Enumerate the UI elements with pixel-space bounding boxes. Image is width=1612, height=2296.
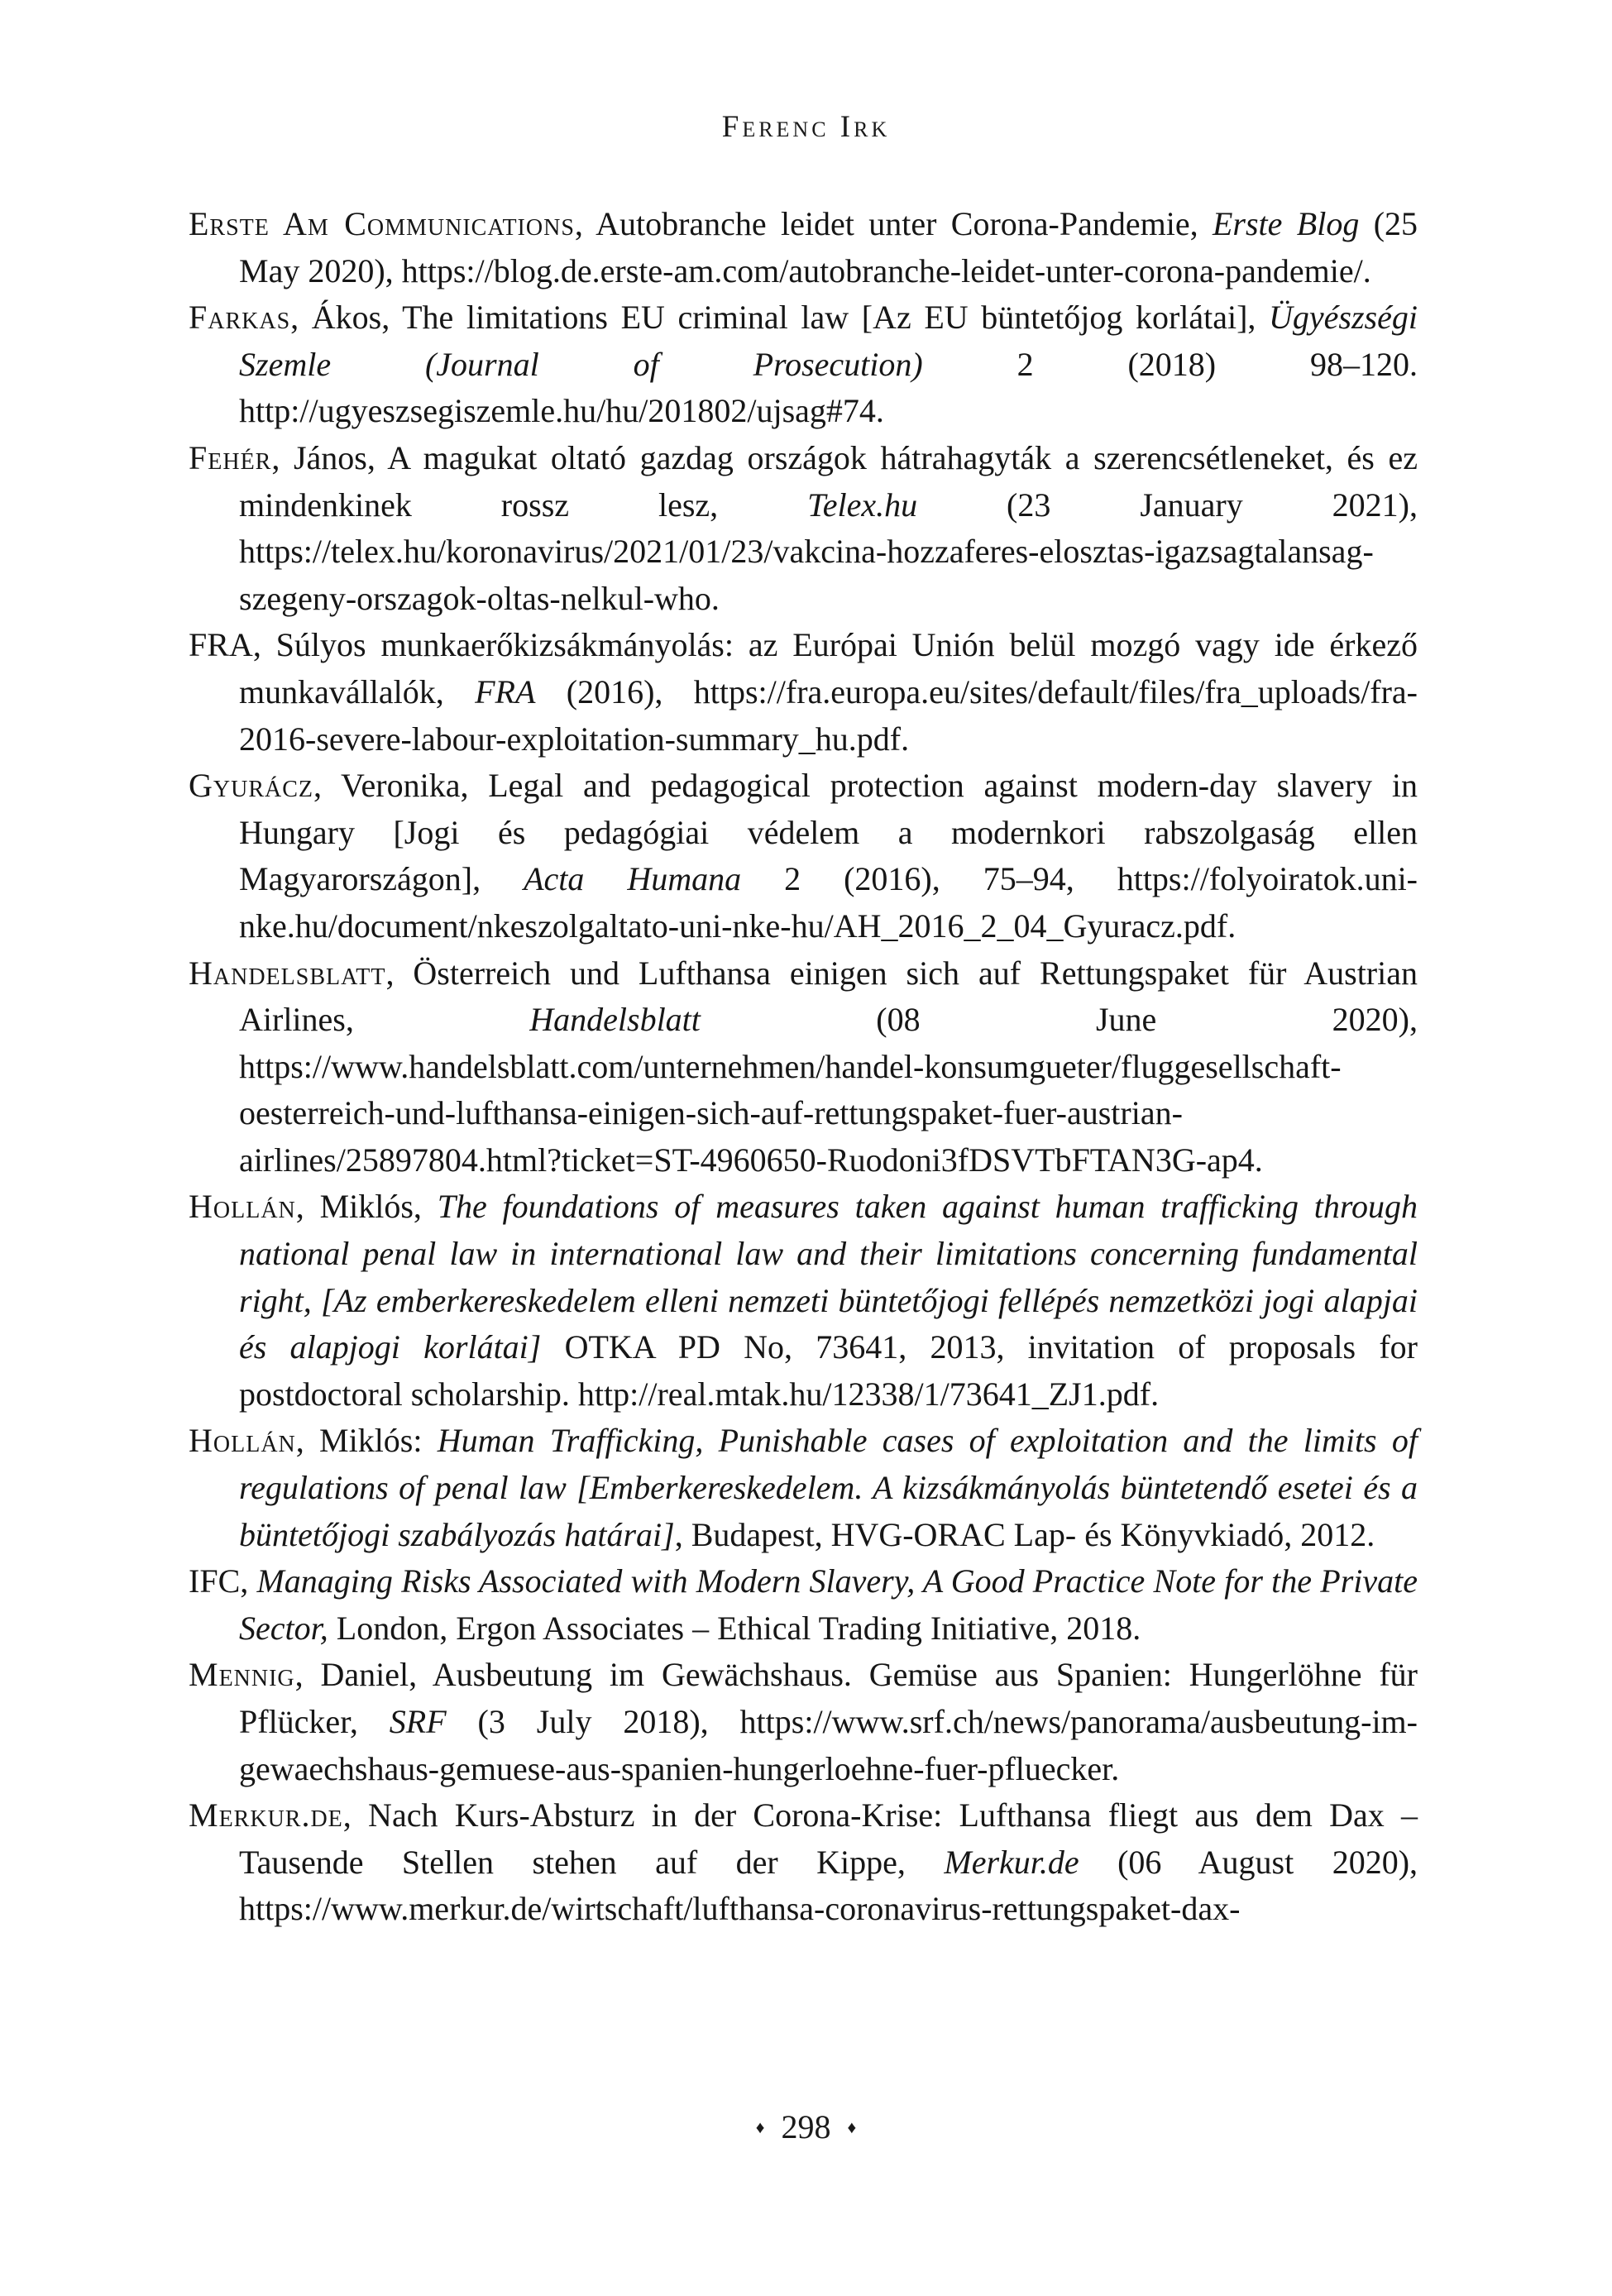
- reference-author: Erste Am Communications: [189, 205, 575, 242]
- reference-entry: [189, 201, 1418, 294]
- reference-entry: [189, 1792, 1418, 1933]
- reference-entry: [189, 294, 1418, 435]
- reference-text: , János, A magukat oltató gazdag országok hátrahagyták a szerencsétleneket, és ez mindenkinek rossz lesz,: [239, 438, 1418, 524]
- reference-work-title: Telex.hu: [807, 486, 918, 524]
- reference-text: 2 (2018) 98–120. http://ugyeszsegiszemle.hu/hu/201802/ujsag#74.: [239, 345, 1418, 430]
- reference-text: , Miklós:: [295, 1422, 438, 1460]
- reference-list: [189, 201, 1418, 1933]
- reference-text: (06 August 2020), https://www.merkur.de/wirtschaft/lufthansa-coronavirus-rettungspaket-dax-: [239, 1843, 1418, 1928]
- reference-entry: [189, 1652, 1418, 1792]
- footer-ornament-left-icon: ♦: [755, 2117, 765, 2137]
- reference-text: IFC,: [189, 1562, 257, 1600]
- reference-text: , Veronika, Legal and pedagogical protection against modern-day slavery in Hungary [Jogi és pedagógiai védelem a modernkori rabszolgaság ellen Magyarországon],: [239, 767, 1418, 898]
- reference-work-title: Human Trafficking, Punishable cases of exploitation and the limits of regulations of penal law [Emberkereskedelem. A kizsákmányolás büntetendő esetei és a büntetőjogi szabályozás határai]: [239, 1422, 1418, 1553]
- reference-text: , Miklós,: [295, 1188, 438, 1226]
- reference-author: Merkur.de: [189, 1796, 343, 1834]
- reference-text: (25 May 2020), https://blog.de.erste-am.com/autobranche-leidet-unter-corona-pandemie/.: [239, 205, 1418, 289]
- reference-text: OTKA PD No, 73641, 2013, invitation of proposals for postdoctoral scholarship. http://real.mtak.hu/12338/1/73641_ZJ1.pdf.: [239, 1328, 1418, 1413]
- reference-author: Mennig: [189, 1656, 295, 1694]
- reference-entry: [189, 1418, 1418, 1558]
- running-header: Ferenc Irk: [721, 110, 891, 144]
- page-number: 298: [781, 2108, 831, 2145]
- reference-work-title: SRF: [389, 1703, 447, 1740]
- reference-author: Hollán: [189, 1422, 296, 1460]
- reference-work-title: FRA: [475, 672, 536, 710]
- reference-text: , Autobranche leidet unter Corona-Pandemie,: [574, 205, 1213, 242]
- reference-text: London, Ergon Associates – Ethical Trading Initiative, 2018.: [328, 1609, 1141, 1647]
- reference-work-title: Merkur.de: [944, 1843, 1079, 1881]
- reference-author: Gyurácz: [189, 767, 314, 805]
- reference-work-title: Acta Humana: [524, 860, 742, 898]
- reference-text: (3 July 2018), https://www.srf.ch/news/panorama/ausbeutung-im-gewaechshaus-gemuese-aus-spanien-hungerloehne-fuer-pfluecker.: [239, 1703, 1418, 1787]
- reference-work-title: The foundations of measures taken against human trafficking through national penal law in international law and their limitations concerning fundamental right, [Az emberkereskedelem elleni nemzeti büntetőjogi fellépés nemzetközi jogi alapjai és alapjogi korlátai]: [239, 1188, 1418, 1366]
- reference-entry: [189, 435, 1418, 622]
- reference-work-title: Ügyészségi Szemle (Journal of Prosecution): [239, 299, 1418, 383]
- page-footer: [0, 2107, 1612, 2146]
- reference-author: Fehér: [189, 438, 272, 476]
- reference-text: (23 January 2021), https://telex.hu/koronavirus/2021/01/23/vakcina-hozzaferes-elosztas-igazsagtalansag-szegeny-orszagok-oltas-nelkul-who.: [239, 486, 1418, 617]
- reference-text: , Nach Kurs-Absturz in der Corona-Krise: Lufthansa fliegt aus dem Dax – Tausende Stellen stehen auf der Kippe,: [239, 1796, 1418, 1881]
- reference-text: , Daniel, Ausbeutung im Gewächshaus. Gemüse aus Spanien: Hungerlöhne für Pflücker,: [239, 1656, 1418, 1740]
- reference-text: (2016), https://fra.europa.eu/sites/default/files/fra_uploads/fra-2016-severe-labour-exploitation-summary_hu.pdf.: [239, 672, 1418, 758]
- reference-text: , Ákos, The limitations EU criminal law [Az EU büntetőjog korlátai],: [290, 299, 1270, 337]
- reference-entry: [189, 950, 1418, 1184]
- reference-work-title: Managing Risks Associated with Modern Slavery, A Good Practice Note for the Private Sector,: [239, 1562, 1418, 1647]
- reference-work-title: Erste Blog: [1212, 205, 1360, 242]
- reference-entry: [189, 1184, 1418, 1418]
- reference-entry: [189, 1558, 1418, 1652]
- reference-text: FRA, Súlyos munkaerőkizsákmányolás: az Európai Unión belül mozgó vagy ide érkező munkavállalók,: [189, 626, 1418, 710]
- reference-entry: [189, 622, 1418, 763]
- reference-text: , Österreich und Lufthansa einigen sich auf Rettungspaket für Austrian Airlines,: [239, 954, 1418, 1039]
- reference-author: Farkas: [189, 299, 291, 337]
- reference-work-title: Handelsblatt: [529, 1001, 701, 1039]
- footer-ornament-right-icon: ♦: [847, 2117, 857, 2137]
- reference-author: Hollán: [189, 1188, 296, 1226]
- reference-text: 2 (2016), 75–94, https://folyoiratok.uni-nke.hu/document/nkeszolgaltato-uni-nke-hu/AH_2016_2_04_Gyuracz.pdf.: [239, 860, 1418, 945]
- reference-text: , Budapest, HVG-ORAC Lap- és Könyvkiadó, 2012.: [674, 1515, 1375, 1553]
- reference-text: (08 June 2020), https://www.handelsblatt.com/unternehmen/handel-konsumgueter/fluggesellschaft-oesterreich-und-lufthansa-einigen-sich-auf-rettungspaket-fuer-austrian-airlines/25897804.html?ticket=ST-4960650-Ruodoni3fDSVTbFTAN3G-ap4.: [239, 1001, 1418, 1179]
- reference-entry: [189, 763, 1418, 949]
- reference-author: Handelsblatt: [189, 954, 386, 992]
